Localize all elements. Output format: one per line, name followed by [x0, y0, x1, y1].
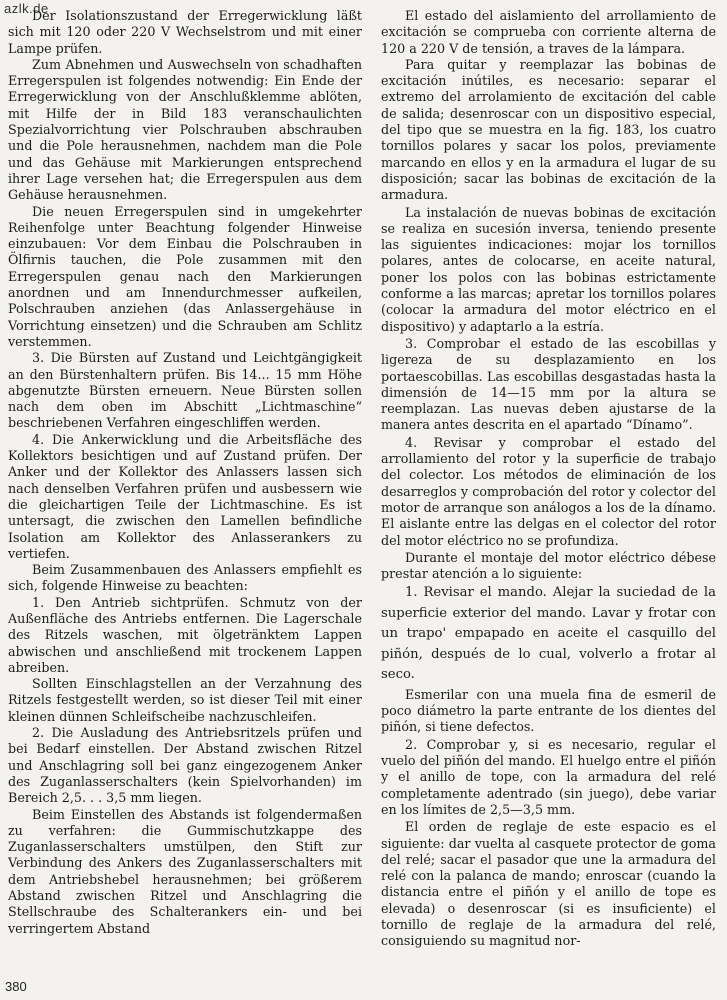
german-paragraph: 3. Die Bürsten auf Zustand und Leichtgängigkeit an den Bürstenhaltern prüfen. Bis 14... 15 mm Höhe abgenutzte Bürsten erneuern. Neue Bürsten sollen nach dem oben im Abschitt „Lichtmaschine“ beschriebenen Verfahren eingeschliffen werden. — [8, 350, 362, 431]
spanish-paragraph: Esmerilar con una muela fina de esmeril de poco diámetro la parte entrante de los dientes del piñón, si tiene defectos. — [381, 686, 716, 735]
spanish-column — [381, 8, 716, 950]
spanish-paragraph: El orden de reglaje de este espacio es el siguiente: dar vuelta al casquete protector de goma del relé; sacar el pasador que une la armadura del relé con la palanca de mando; enroscar (cuando la distancia entre el piñón y el anillo de tope es elevada) o desenroscar (si es insuficiente) el tornillo de reglaje de la armadura del relé, consiguiendo su magnitud nor- — [381, 819, 716, 949]
german-paragraph: Beim Einstellen des Abstands ist folgendermaßen zu verfahren: die Gummischutzkappe des Zuganlasserschalters umstülpen, den Stift zur Verbindung des Ankers des Zuganlasserschalters mit dem Antriebshebel herausnehmen; bei größerem Abstand zwischen Ritzel und Anschlagring die Stellschraube des Schalterankers ein- und bei verringertem Abstand — [8, 806, 362, 936]
german-paragraph: Beim Zusammenbauen des Anlassers empfiehlt es sich, folgende Hinweise zu beachten: — [8, 562, 362, 594]
german-paragraph: 1. Den Antrieb sichtprüfen. Schmutz von der Außenfläche des Antriebs entfernen. Die Lagerschale des Ritzels waschen, mit ölgetränktem Lappen abwischen und anschließend mit trockenem Lappen abreiben. — [8, 594, 362, 675]
german-paragraph: Die neuen Erregerspulen sind in umgekehrter Reihenfolge unter Beachtung folgender Hinweise einzubauen: Vor dem Einbau die Polschrauben in Ölfirnis tauchen, die Pole zusammen mit den Erregerspulen genau nach den Markierungen anordnen und am Innendurchmesser aufkeilen, Polschrauben anziehen (das Anlassergehäuse in Vorrichtung einsetzen) und die Schrauben am Schlitz verstemmen. — [8, 203, 362, 349]
spanish-paragraph: La instalación de nuevas bobinas de excitación se realiza en sucesión inversa, teniendo presente las siguientes indicaciones: mojar los tornillos polares, antes de colocarse, en aceite natural, poner los polos con las bobinas estrictamente conforme a las marcas; apretar los tornillos polares (colocar la armadura del motor eléctrico en el dispositivo) y adaptarlo a la estría. — [381, 204, 716, 334]
german-paragraph: 4. Die Ankerwicklung und die Arbeitsfläche des Kollektors besichtigen und auf Zustand prüfen. Der Anker und der Kollektor des Anlassers lassen sich nach denselben Verfahren prüfen und ausbessern wie die gleichartigen Teile der Lichtmaschine. Es ist untersagt, die zwischen den Lamellen befindliche Isolation am Kollektor des Anlasserankers zu vertiefen. — [8, 431, 362, 561]
spanish-paragraph: 2. Comprobar y, si es necesario, regular el vuelo del piñón del mando. El huelgo entre el piñón y el anillo de tope, con la armadura del relé completamente adentrado (sin juego), debe variar en los límites de 2,5—3,5 mm. — [381, 736, 716, 817]
spanish-paragraph: Durante el montaje del motor eléctrico débese prestar atención a lo siguiente: — [381, 549, 716, 582]
spanish-paragraph: 4. Revisar y comprobar el estado del arrollamiento del rotor y la superficie de trabajo del colector. Los métodos de eliminación de los desarreglos y comprobación del rotor y colector del motor de arranque son análogos a los de la dínamo. El aislante entre las delgas en el colector del rotor del motor eléctrico no se profundiza. — [381, 434, 716, 548]
spanish-paragraph: 3. Comprobar el estado de las escobillas y ligereza de su desplazamiento en los portaescobillas. Las escobillas desgastadas hasta la dimensión de 14—15 mm por la altura se reemplazan. Las nuevas deben ajustarse de la manera antes descrita en el apartado “Dínamo”. — [381, 335, 716, 433]
german-column — [8, 8, 362, 937]
german-paragraph: Zum Abnehmen und Auswechseln von schadhaften Erregerspulen ist folgendes notwendig: Ein Ende der Erregerwicklung von der Anschlußklemme ablöten, mit Hilfe der in Bild 183 veranschaulichten Spezialvorrichtung vier Polschrauben abschrauben und die Pole herausnehmen, nachdem man die Pole und das Gehäuse mit Markierungen entsprechend ihrer Lage versehen hat; die Erregerspulen aus dem Gehäuse herausnehmen. — [8, 56, 362, 203]
spanish-paragraph: El estado del aislamiento del arrollamiento de excitación se comprueba con corriente alterna de 120 a 220 V de tensión, a traves de la lámpara. — [381, 8, 716, 56]
site-watermark: azlk.de — [4, 1, 49, 16]
german-paragraph: Der Isolationszustand der Erregerwicklung läßt sich mit 120 oder 220 V Wechselstrom und mit einer Lampe prüfen. — [8, 8, 362, 56]
spanish-paragraph: Para quitar y reemplazar las bobinas de excitación inútiles, es necesario: separar el extremo del arrolamiento de excitación del cable de salida; desenroscar con un dispositivo especial, del tipo que se muestra en la fig. 183, los cuatro tornillos polares y sacar los polos, previamente marcando en ellos y en la armadura el lugar de su disposición; sacar las bobinas de excitación de la armadura. — [381, 56, 716, 203]
german-paragraph: 2. Die Ausladung des Antriebsritzels prüfen und bei Bedarf einstellen. Der Abstand zwischen Ritzel und Anschlagring soll bei ganz eingezogenem Anker des Zuganlasserschalters (kein Spielvorhanden) im Bereich 2,5. . . 3,5 mm liegen. — [8, 725, 362, 806]
german-paragraph: Sollten Einschlagstellen an der Verzahnung des Ritzels festgestellt werden, so ist dieser Teil mit einer kleinen dünnen Schleifscheibe nachzuschleifen. — [8, 676, 362, 724]
spanish-paragraph: 1. Revisar el mando. Alejar la suciedad de la superficie exterior del mando. Lavar y frotar con un trapo' empapado en aceite el casquillo del piñón, después de lo cual, volverlo a frotar al seco. — [381, 585, 716, 683]
column-divider — [369, 12, 370, 972]
page-number: 380 — [5, 979, 27, 994]
